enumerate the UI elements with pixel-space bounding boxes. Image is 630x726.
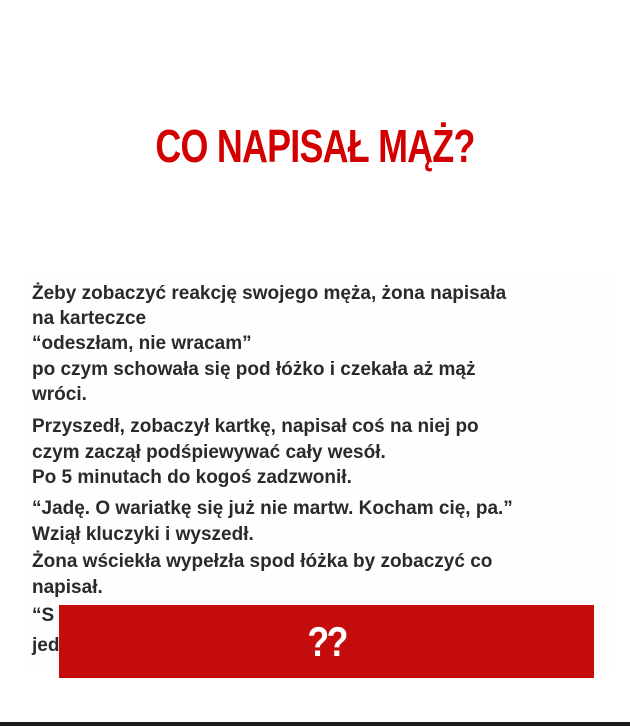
bottom-divider [0,722,630,726]
story-line: Żona wściekła wypełzła spod łóżka by zobaczyć co [32,551,493,572]
story-line: Żeby zobaczyć reakcję swojego męża, żona napisała [32,283,507,304]
story-line: Wziął kluczyki i wyszedł. [32,524,254,545]
story-line: “Jadę. O wariatkę się już nie martw. Kocham cię, pa.” [32,498,513,519]
story-line: “S [32,605,55,626]
question-marks: ?? [307,617,346,665]
story-line: na karteczce [32,308,147,329]
story-line: “odeszłam, nie wracam” [32,333,252,354]
story-line: Przyszedł, zobaczył kartkę, napisał coś na niej po [32,416,479,437]
story-line: wróci. [32,384,87,405]
headline: CO NAPISAŁ MĄŻ? [155,120,475,172]
story-line: po czym schowała się pod łóżko i czekała aż mąż [32,359,476,380]
story-line: napisał. [32,577,103,598]
hidden-answer-box [59,605,594,678]
story-line: czym zaczął podśpiewywać cały wesół. [32,442,386,463]
story-line: jed [32,635,60,656]
story-line: Po 5 minutach do kogoś zadzwonił. [32,467,352,488]
